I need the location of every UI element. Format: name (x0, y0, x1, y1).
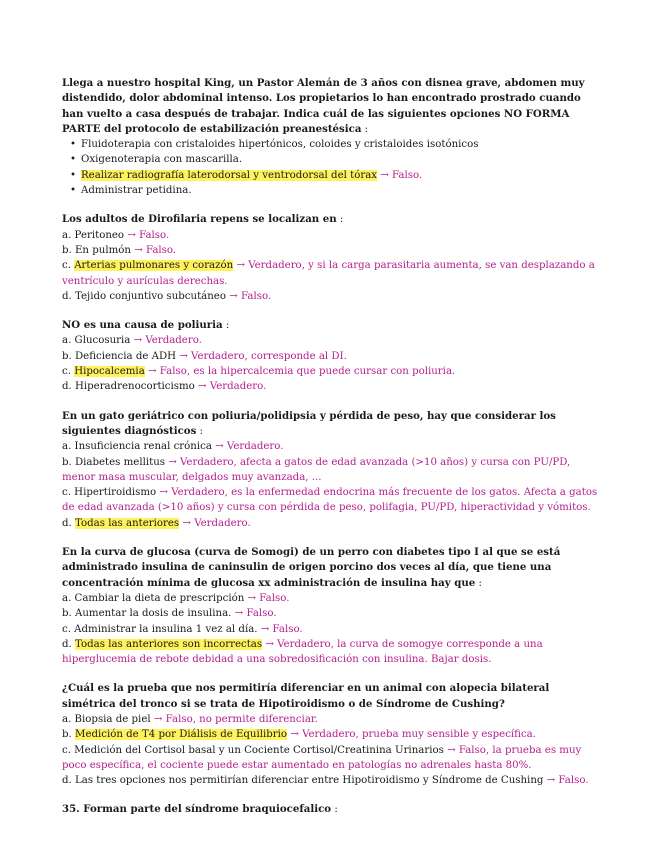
option-a (62, 439, 602, 454)
stem-colon: : (475, 577, 482, 589)
option-text: Fluidoterapia con cristaloides hipertónicos, coloides y cristaloides isotónicos (81, 139, 479, 151)
option-b (62, 455, 602, 486)
question-stem (62, 318, 602, 333)
option-c (62, 743, 602, 774)
stem-text: En un gato geriátrico con poliuria/polidipsia y pérdida de peso, hay que considerar los siguientes diagnósticos (62, 409, 556, 437)
stem-colon: : (336, 214, 344, 226)
answer-note: → Falso. (234, 608, 277, 620)
option-text: b. Diabetes mellitus (62, 456, 165, 468)
highlighted-option: Arterias pulmonares y corazón (74, 260, 234, 272)
question-4 (62, 409, 602, 531)
answer-note: → Falso. (260, 623, 303, 635)
stem-text: ¿Cuál es la prueba que nos permitiría diferenciar en un animal con alopecia bilateral simétrica del tronco si se trata de Hipotiroidismo o de Síndrome de Cushing? (62, 682, 550, 710)
list-item (70, 183, 602, 198)
option-letter: d. (62, 517, 72, 529)
option-text: c. Medición del Cortisol basal y un Cociente Cortisol/Creatinina Urinarios (62, 744, 444, 756)
option-text: b. Aumentar la dosis de insulina. (62, 608, 232, 620)
option-d (62, 379, 602, 394)
option-b (62, 727, 602, 742)
option-text: a. Cambiar la dieta de prescripción (62, 592, 245, 604)
stem-colon: : (222, 320, 230, 332)
highlighted-option: Hipocalcemia (74, 366, 145, 378)
option-b (62, 606, 602, 621)
answer-note: → Verdadero, la curva de somogye corresponde a una hiperglucemia de rebote debidad a una sobredosificación con insulina. Bajar dosis. (62, 638, 543, 666)
document-page (62, 76, 602, 832)
answer-note: → Verdadero, afecta a gatos de edad avanzada (>10 años) y cursa con PU/PD, menor masa muscular, delgados muy avanzada, ... (62, 456, 571, 483)
option-text: b. Deficiencia de ADH (62, 350, 177, 362)
highlighted-option: Medición de T4 por Diálisis de Equilibrio (75, 729, 288, 741)
option-text: a. Peritoneo (62, 229, 125, 241)
question-3 (62, 318, 602, 394)
answer-note: → Falso. (247, 592, 290, 604)
question-stem (62, 212, 602, 227)
stem-text: En la curva de glucosa (curva de Somogi) de un perro con diabetes tipo I al que se está administrado insulina de caninsulin de origen porcino dos veces al día, que tiene una concentración mínima de glucosa xx administración de insulina hay que (62, 546, 561, 589)
answer-note: → Falso. (134, 244, 177, 256)
option-letter: b. (62, 729, 72, 741)
option-c (62, 485, 602, 516)
option-list (62, 137, 602, 198)
stem-text: Los adultos de Dirofilaria repens se localizan en (62, 213, 337, 226)
list-item (70, 152, 602, 167)
answer-note: → Falso. (380, 169, 423, 181)
option-d (62, 516, 602, 531)
highlighted-option: Todas las anteriores (75, 517, 180, 529)
option-text: d. Hiperadrenocorticismo (62, 381, 195, 393)
stem-colon: : (196, 425, 203, 437)
answer-note: → Verdadero. (182, 517, 251, 529)
question-1 (62, 76, 602, 198)
option-b (62, 243, 602, 258)
stem-colon: : (361, 123, 369, 135)
answer-note: → Verdadero, y si la carga parasitaria aumenta, se van desplazando a ventrículo y aurículas derechas. (62, 260, 595, 287)
question-5 (62, 545, 602, 667)
option-letter: c. (62, 260, 71, 272)
option-letter: d. (62, 638, 72, 650)
question-stem (62, 802, 602, 817)
answer-note: → Verdadero, prueba muy sensible y específica. (290, 729, 536, 741)
question-7 (62, 802, 602, 817)
answer-note: → Falso, no permite diferenciar. (153, 713, 318, 725)
answer-note: → Falso, la prueba es muy poco específica, el cociente puede estar aumentado en patologías no adrenales hasta 80%. (62, 744, 582, 771)
option-a (62, 333, 602, 348)
answer-note: → Falso. (127, 229, 170, 241)
option-text: Administrar petidina. (81, 185, 192, 197)
option-text: c. Administrar la insulina 1 vez al día. (62, 623, 258, 635)
question-stem (62, 681, 602, 712)
question-stem (62, 409, 602, 440)
stem-text: NO es una causa de poliuria (62, 319, 223, 332)
option-text: Oxigenoterapia con mascarilla. (81, 154, 243, 166)
answer-note: → Verdadero. (215, 441, 284, 453)
option-d (62, 289, 602, 304)
highlighted-option: Realizar radiografía laterodorsal y ventrodorsal del tórax (81, 169, 378, 181)
option-c (62, 364, 602, 379)
option-d (62, 773, 602, 788)
option-letter: c. (62, 366, 71, 378)
question-6 (62, 681, 602, 788)
option-a (62, 228, 602, 243)
list-item (70, 168, 602, 183)
option-b (62, 349, 602, 364)
stem-colon: : (331, 804, 338, 816)
answer-note: → Verdadero, corresponde al DI. (179, 350, 347, 362)
option-text: b. En pulmón (62, 244, 131, 256)
stem-text: Llega a nuestro hospital King, un Pastor Alemán de 3 años con disnea grave, abdomen muy distendido, dolor abdominal intenso. Los propietarios lo han encontrado prostrado cuando han vuelto a casa después de trabajar. Indica cuál de las siguientes opciones NO FORMA PARTE del protocolo de estabilización preanestésica (62, 77, 585, 135)
option-d (62, 637, 602, 668)
question-stem (62, 76, 602, 137)
answer-note: → Verdadero, es la enfermedad endocrina más frecuente de los gatos. Afecta a gatos de edad avanzada (>10 años) y cursa con pérdida de peso, polifagia, PU/PD, hiperactividad y vómitos. (62, 487, 598, 514)
option-a (62, 712, 602, 727)
question-stem (62, 545, 602, 591)
answer-note: → Verdadero. (198, 381, 267, 393)
highlighted-option: Todas las anteriores son incorrectas (75, 638, 263, 650)
option-a (62, 591, 602, 606)
answer-note: → Falso. (229, 290, 272, 302)
stem-text: 35. Forman parte del síndrome braquiocefalico (62, 803, 332, 816)
option-c (62, 622, 602, 637)
option-text: d. Las tres opciones nos permitirían diferenciar entre Hipotiroidismo y Síndrome de Cushing (62, 775, 544, 787)
answer-note: → Verdadero. (133, 335, 202, 347)
option-text: c. Hipertiroidismo (62, 487, 157, 499)
option-c (62, 258, 602, 289)
answer-note: → Falso. (546, 775, 589, 787)
option-text: d. Tejido conjuntivo subcutáneo (62, 290, 226, 302)
option-text: a. Biopsia de piel (62, 713, 151, 725)
option-text: a. Glucosuria (62, 335, 131, 347)
question-2 (62, 212, 602, 304)
option-text: a. Insuficiencia renal crónica (62, 441, 212, 453)
list-item (70, 137, 602, 152)
answer-note: → Falso, es la hipercalcemia que puede cursar con poliuria. (148, 366, 456, 378)
